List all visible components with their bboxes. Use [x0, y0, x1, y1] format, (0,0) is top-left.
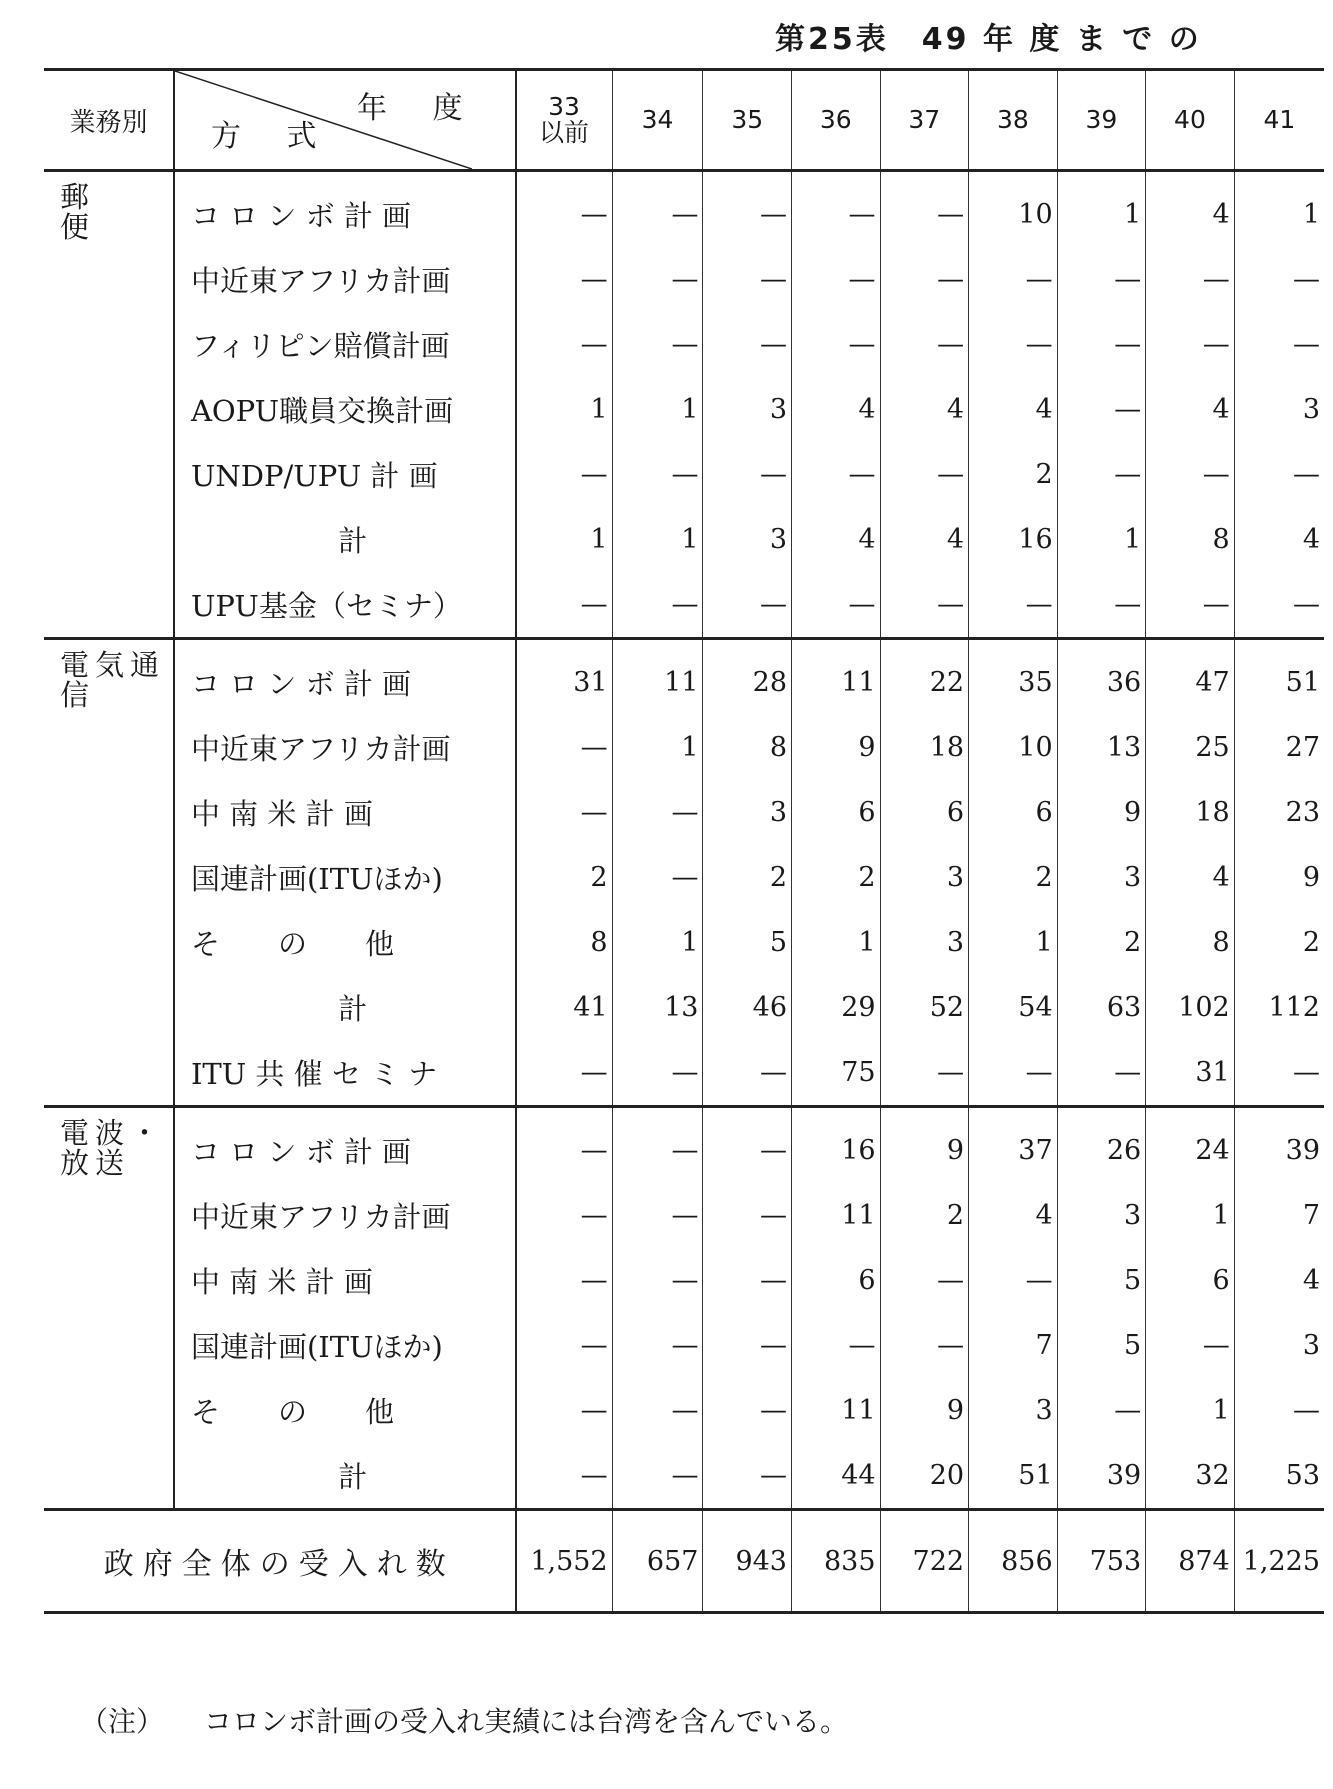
value-cell: — — [1057, 247, 1146, 312]
value-cell: — — [880, 1313, 969, 1378]
value-cell: — — [703, 442, 792, 507]
value-cell: 46 — [703, 975, 792, 1040]
value-cell: 4 — [880, 507, 969, 572]
value-cell: — — [1293, 1057, 1320, 1088]
value-cell: — — [516, 780, 613, 845]
table-row — [44, 1378, 1324, 1443]
method-label: 国連計画(ITUほか) — [174, 1313, 516, 1378]
value-cell: 8 — [1146, 910, 1235, 975]
value-cell: 2 — [516, 845, 613, 910]
value-cell: 4 — [1302, 524, 1320, 555]
value-cell: 29 — [792, 975, 881, 1040]
value-cell: 4 — [969, 377, 1058, 442]
subtotal-label: 計 — [174, 507, 516, 572]
value-cell: 13 — [1057, 715, 1146, 780]
value-cell: — — [1293, 459, 1320, 490]
header-year-3: 36 — [792, 70, 881, 171]
value-cell: — — [516, 247, 613, 312]
header-year-0: 33 以前 — [516, 70, 613, 171]
value-cell: 4 — [1146, 171, 1235, 248]
value-cell: — — [516, 572, 613, 639]
value-cell: 2 — [1057, 910, 1146, 975]
value-cell: — — [612, 572, 703, 639]
value-cell: — — [612, 1248, 703, 1313]
table-row — [44, 1107, 1324, 1184]
value-cell: 11 — [792, 639, 881, 716]
value-cell: — — [703, 312, 792, 377]
value-cell: 27 — [1285, 732, 1320, 763]
value-cell: 4 — [1146, 845, 1235, 910]
total-value-cell: 874 — [1146, 1510, 1235, 1613]
value-cell: 11 — [792, 1378, 881, 1443]
value-cell: 35 — [969, 639, 1058, 716]
value-cell: — — [969, 572, 1058, 639]
value-cell: — — [703, 247, 792, 312]
value-cell: 7 — [1302, 1200, 1320, 1231]
value-cell: 36 — [1057, 639, 1146, 716]
total-value-cell: 753 — [1057, 1510, 1146, 1613]
value-cell: 4 — [1302, 1265, 1320, 1296]
value-cell: 63 — [1057, 975, 1146, 1040]
value-cell: — — [1293, 589, 1320, 620]
value-cell: 53 — [1285, 1460, 1320, 1491]
value-cell: 6 — [969, 780, 1058, 845]
value-cell: 3 — [703, 377, 792, 442]
value-cell: 2 — [703, 845, 792, 910]
method-label: UNDP/UPU 計 画 — [174, 442, 516, 507]
value-cell: — — [1146, 312, 1235, 377]
value-cell: — — [703, 171, 792, 248]
header-diagonal-cell — [174, 70, 516, 171]
value-cell: — — [1146, 442, 1235, 507]
value-cell: 23 — [1285, 797, 1320, 828]
value-cell: — — [703, 572, 792, 639]
value-cell: 1 — [1146, 1183, 1235, 1248]
table-row — [44, 910, 1324, 975]
table-row — [44, 442, 1324, 507]
header-year-7: 40 — [1146, 70, 1235, 171]
value-cell: — — [703, 1040, 792, 1107]
value-cell: — — [792, 572, 881, 639]
value-cell: 1 — [1057, 507, 1146, 572]
total-value-cell: 835 — [792, 1510, 881, 1613]
value-cell: 18 — [1146, 780, 1235, 845]
value-cell: 4 — [969, 1183, 1058, 1248]
method-label: コ ロ ン ボ 計 画 — [174, 171, 516, 248]
value-cell: 10 — [969, 715, 1058, 780]
method-label: そ の 他 — [174, 1378, 516, 1443]
table-row — [44, 312, 1324, 377]
value-cell: 1 — [612, 377, 703, 442]
table-row — [44, 1040, 1324, 1107]
value-cell: — — [516, 1313, 613, 1378]
table-row — [44, 639, 1324, 716]
value-cell: 3 — [1302, 1330, 1320, 1361]
value-cell: — — [516, 1378, 613, 1443]
table-row — [44, 975, 1324, 1040]
value-cell: 47 — [1146, 639, 1235, 716]
value-cell: 1 — [792, 910, 881, 975]
total-value-cell: 722 — [880, 1510, 969, 1613]
category-label: 電気通 信 — [44, 639, 174, 1107]
value-cell: 4 — [792, 507, 881, 572]
value-cell: 1 — [612, 507, 703, 572]
value-cell: 9 — [880, 1107, 969, 1184]
category-label: 電波・ 放送 — [44, 1107, 174, 1510]
method-label: UPU基金（セミナ） — [174, 572, 516, 639]
value-cell: — — [969, 247, 1058, 312]
method-label: 中近東アフリカ計画 — [174, 1183, 516, 1248]
value-cell: — — [969, 1248, 1058, 1313]
table-row — [44, 572, 1324, 639]
value-cell: — — [880, 171, 969, 248]
value-cell: 41 — [516, 975, 613, 1040]
total-row — [44, 1510, 1324, 1613]
header-row — [44, 70, 1324, 171]
value-cell: — — [1057, 1378, 1146, 1443]
value-cell: 8 — [703, 715, 792, 780]
value-cell: 32 — [1146, 1443, 1235, 1510]
value-cell: 5 — [1057, 1248, 1146, 1313]
method-label: AOPU職員交換計画 — [174, 377, 516, 442]
subtotal-label: 計 — [174, 975, 516, 1040]
value-cell: 112 — [1268, 992, 1320, 1023]
value-cell: 2 — [969, 442, 1058, 507]
value-cell: — — [1293, 1395, 1320, 1426]
value-cell: 9 — [1302, 862, 1320, 893]
total-label: 政府全体の受入れ数 — [44, 1510, 516, 1613]
value-cell: — — [1057, 442, 1146, 507]
header-category: 業務別 — [44, 70, 174, 171]
value-cell: 26 — [1057, 1107, 1146, 1184]
method-label: フィリピン賠償計画 — [174, 312, 516, 377]
value-cell: — — [612, 1107, 703, 1184]
value-cell: 1 — [516, 507, 613, 572]
method-label: 中 南 米 計 画 — [174, 1248, 516, 1313]
value-cell: 1 — [612, 910, 703, 975]
value-cell: — — [792, 1313, 881, 1378]
value-cell: — — [703, 1443, 792, 1510]
footnote — [80, 1700, 848, 1740]
table-row — [44, 845, 1324, 910]
value-cell: — — [792, 247, 881, 312]
value-cell: 3 — [1057, 1183, 1146, 1248]
method-label: 中近東アフリカ計画 — [174, 247, 516, 312]
value-cell: 52 — [880, 975, 969, 1040]
value-cell: 2 — [792, 845, 881, 910]
value-cell: — — [612, 780, 703, 845]
total-value-cell: 856 — [969, 1510, 1058, 1613]
value-cell: — — [880, 442, 969, 507]
table-row — [44, 715, 1324, 780]
value-cell: 11 — [612, 639, 703, 716]
value-cell: — — [516, 171, 613, 248]
value-cell: 39 — [1234, 1107, 1324, 1184]
value-cell: 1 — [1302, 199, 1320, 230]
value-cell: 1 — [969, 910, 1058, 975]
header-year-8: 41 — [1234, 70, 1324, 171]
value-cell: 20 — [880, 1443, 969, 1510]
value-cell: 16 — [792, 1107, 881, 1184]
method-label: ITU 共 催 セ ミ ナ — [174, 1040, 516, 1107]
table-row — [44, 1313, 1324, 1378]
subtotal-label: 計 — [174, 1443, 516, 1510]
value-cell: 4 — [1146, 377, 1235, 442]
table-row — [44, 247, 1324, 312]
table-row — [44, 1248, 1324, 1313]
value-cell: — — [792, 312, 881, 377]
trainee-acceptance-table — [44, 68, 1324, 1614]
value-cell: 9 — [880, 1378, 969, 1443]
value-cell: 1 — [612, 715, 703, 780]
value-cell: 13 — [612, 975, 703, 1040]
value-cell: — — [612, 1443, 703, 1510]
value-cell: — — [1146, 1313, 1235, 1378]
value-cell: 54 — [969, 975, 1058, 1040]
value-cell: 31 — [1146, 1040, 1235, 1107]
value-cell: 8 — [1146, 507, 1235, 572]
value-cell: — — [1057, 1040, 1146, 1107]
value-cell: — — [516, 442, 613, 507]
total-value-cell: 943 — [703, 1510, 792, 1613]
value-cell: 5 — [703, 910, 792, 975]
value-cell: 16 — [969, 507, 1058, 572]
header-year-5: 38 — [969, 70, 1058, 171]
value-cell: 44 — [792, 1443, 881, 1510]
table-row — [44, 1183, 1324, 1248]
value-cell: 10 — [969, 171, 1058, 248]
table-row — [44, 171, 1324, 248]
value-cell: — — [1146, 572, 1235, 639]
value-cell: 3 — [880, 845, 969, 910]
total-value-cell: 657 — [612, 1510, 703, 1613]
value-cell: 24 — [1146, 1107, 1235, 1184]
value-cell: 1 — [516, 377, 613, 442]
value-cell: 6 — [1146, 1248, 1235, 1313]
method-label: 中近東アフリカ計画 — [174, 715, 516, 780]
value-cell: 6 — [792, 1248, 881, 1313]
value-cell: — — [612, 312, 703, 377]
method-label: コ ロ ン ボ 計 画 — [174, 1107, 516, 1184]
value-cell: 39 — [1057, 1443, 1146, 1510]
value-cell: — — [792, 442, 881, 507]
value-cell: 4 — [792, 377, 881, 442]
value-cell: — — [612, 247, 703, 312]
value-cell: 51 — [969, 1443, 1058, 1510]
value-cell: 22 — [880, 639, 969, 716]
value-cell: 3 — [880, 910, 969, 975]
value-cell: 51 — [1234, 639, 1324, 716]
value-cell: — — [880, 1040, 969, 1107]
value-cell: 9 — [1057, 780, 1146, 845]
value-cell: — — [612, 1313, 703, 1378]
table-row — [44, 780, 1324, 845]
value-cell: 3 — [969, 1378, 1058, 1443]
value-cell: — — [703, 1107, 792, 1184]
value-cell: 75 — [792, 1040, 881, 1107]
value-cell: 4 — [880, 377, 969, 442]
value-cell: 3 — [1302, 394, 1320, 425]
value-cell: — — [612, 1183, 703, 1248]
value-cell: 31 — [516, 639, 613, 716]
header-year-4: 37 — [880, 70, 969, 171]
value-cell: 11 — [792, 1183, 881, 1248]
value-cell: — — [969, 1040, 1058, 1107]
value-cell: 25 — [1146, 715, 1235, 780]
value-cell: — — [703, 1313, 792, 1378]
header-year-2: 35 — [703, 70, 792, 171]
value-cell: — — [703, 1378, 792, 1443]
total-value-cell: 1,225 — [1234, 1510, 1324, 1613]
table-row — [44, 377, 1324, 442]
value-cell: 1 — [1146, 1378, 1235, 1443]
value-cell: — — [1057, 572, 1146, 639]
value-cell: 1 — [1057, 171, 1146, 248]
value-cell: — — [1293, 264, 1320, 295]
table-row — [44, 507, 1324, 572]
value-cell: — — [612, 845, 703, 910]
value-cell: — — [703, 1183, 792, 1248]
value-cell: — — [880, 247, 969, 312]
value-cell: 5 — [1057, 1313, 1146, 1378]
footnote-mark: （注） — [80, 1705, 165, 1738]
footnote-text: コロンボ計画の受入れ実績には台湾を含んでいる。 — [204, 1705, 849, 1738]
value-cell: 3 — [1057, 845, 1146, 910]
value-cell: — — [516, 1040, 613, 1107]
table-title: 第25表 49 年 度 ま で の — [775, 22, 1202, 57]
value-cell: 102 — [1146, 975, 1235, 1040]
value-cell: — — [516, 1107, 613, 1184]
value-cell: — — [516, 715, 613, 780]
value-cell: 3 — [703, 780, 792, 845]
value-cell: — — [516, 1248, 613, 1313]
value-cell: 6 — [880, 780, 969, 845]
value-cell: — — [1057, 312, 1146, 377]
total-value-cell: 1,552 — [516, 1510, 613, 1613]
value-cell: 9 — [792, 715, 881, 780]
value-cell: 18 — [880, 715, 969, 780]
value-cell: — — [612, 442, 703, 507]
value-cell: 28 — [703, 639, 792, 716]
method-label: コ ロ ン ボ 計 画 — [174, 639, 516, 716]
value-cell: — — [703, 1248, 792, 1313]
value-cell: — — [516, 1443, 613, 1510]
method-label: 国連計画(ITUほか) — [174, 845, 516, 910]
value-cell: — — [516, 312, 613, 377]
value-cell: 7 — [969, 1313, 1058, 1378]
value-cell: — — [880, 312, 969, 377]
value-cell: 6 — [792, 780, 881, 845]
category-label: 郵 便 — [44, 171, 174, 639]
value-cell: 37 — [969, 1107, 1058, 1184]
method-label: 中 南 米 計 画 — [174, 780, 516, 845]
value-cell: 2 — [1302, 927, 1320, 958]
value-cell: — — [612, 1378, 703, 1443]
header-year-6: 39 — [1057, 70, 1146, 171]
header-method-label: 方 式 — [210, 119, 335, 154]
method-label: そ の 他 — [174, 910, 516, 975]
value-cell: — — [516, 1183, 613, 1248]
value-cell: 2 — [969, 845, 1058, 910]
value-cell: — — [880, 1248, 969, 1313]
value-cell: 8 — [516, 910, 613, 975]
value-cell: — — [880, 572, 969, 639]
value-cell: — — [1057, 377, 1146, 442]
header-year-label: 年 度 — [356, 91, 481, 126]
value-cell: — — [612, 171, 703, 248]
value-cell: — — [1293, 329, 1320, 360]
value-cell: — — [969, 312, 1058, 377]
value-cell: 2 — [880, 1183, 969, 1248]
value-cell: 3 — [703, 507, 792, 572]
value-cell: — — [612, 1040, 703, 1107]
value-cell: — — [792, 171, 881, 248]
header-year-1: 34 — [612, 70, 703, 171]
value-cell: — — [1146, 247, 1235, 312]
table-row — [44, 1443, 1324, 1510]
